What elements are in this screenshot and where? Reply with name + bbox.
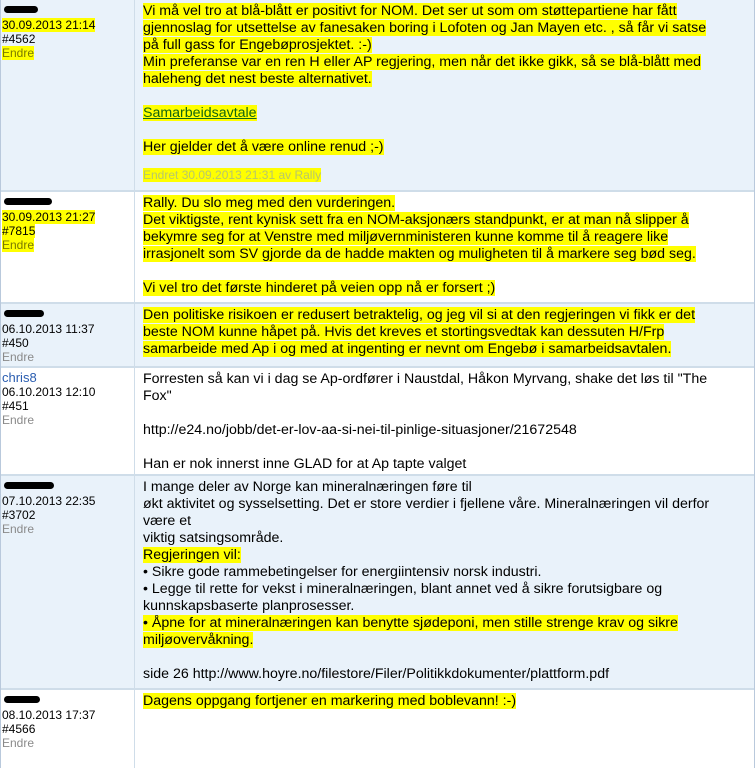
post-timestamp: 08.10.2013 17:37 (2, 708, 96, 722)
post-body (135, 0, 754, 190)
post-id: #450 (2, 336, 29, 350)
post-text-line: beste NOM kunne håpet på. Hvis det kreves et stortingsvedtak kan dessuten H/Frp (143, 324, 665, 340)
post-text-line: samarbeide med Ap i og med at ingenting er nevnt om Engebø i samarbeidsavtalen. (143, 341, 672, 357)
post-id: #4562 (2, 32, 36, 46)
post-heading: Regjeringen vil: (143, 547, 241, 563)
bullet-line-highlighted: miljøovervåkning. (143, 632, 254, 648)
post-id: #3702 (2, 508, 36, 522)
post-url[interactable]: http://e24.no/jobb/det-er-lov-aa-si-nei-til-pinlige-situasjoner/21672548 (143, 422, 577, 438)
post-body (135, 304, 754, 366)
post-id: #7815 (2, 224, 36, 238)
username-redacted (4, 198, 52, 205)
post-text-line: Vi må vel tro at blå-blått er positivt for NOM. Det ser ut som om støttepartiene har fått (143, 3, 677, 19)
post-timestamp: 30.09.2013 21:27 (2, 210, 96, 224)
post-timestamp: 06.10.2013 11:37 (2, 322, 95, 336)
bullet-line-highlighted: • Åpne for at mineralnæringen kan benytte sjødeponi, men stille strenge krav og sikre (143, 615, 678, 631)
post-body (135, 690, 754, 768)
edited-note: Endret 30.09.2013 21:31 av Rally (143, 168, 322, 182)
post (1, 476, 754, 690)
post (1, 0, 754, 192)
post-text-line: Vi vel tro det første hinderet på veien opp nå er forsert ;) (143, 280, 496, 296)
post-id: #451 (2, 399, 29, 413)
post-text-line: bekymre seg for at Venstre med miljøvernministeren kunne komme til å reagere like (143, 229, 669, 245)
post (1, 690, 754, 768)
edit-link[interactable]: Endre (2, 350, 35, 364)
post-id: #4566 (2, 722, 36, 736)
post-meta (1, 368, 135, 474)
post-text-line: Det viktigste, rent kynisk sett fra en NOM-aksjonærs standpunkt, er at man nå slipper å (143, 212, 689, 228)
post-meta (1, 0, 135, 190)
post (1, 368, 754, 476)
post-text-line: I mange deler av Norge kan mineralnæringen føre til (143, 479, 472, 495)
username-redacted (4, 482, 54, 489)
post-text-line: Her gjelder det å være online renud ;-) (143, 139, 384, 155)
post-timestamp: 30.09.2013 21:14 (2, 18, 96, 32)
post-text-line: irrasjonelt som SV gjorde da de hadde makten og muligheten til å markere seg bød seg. (143, 246, 696, 262)
post-text-line: være et (143, 513, 192, 529)
post-text-line: Rally. Du slo meg med den vurderingen. (143, 195, 396, 211)
username-redacted (4, 310, 44, 317)
post (1, 192, 754, 304)
edit-link[interactable]: Endre (2, 736, 35, 750)
edit-link[interactable]: Endre (2, 238, 35, 252)
post-body (135, 476, 754, 688)
post-text-line: Fox" (143, 388, 172, 404)
post-timestamp: 07.10.2013 22:35 (2, 494, 96, 508)
post-text-line: Den politiske risikoen er redusert betraktelig, og jeg vil si at den regjeringen vi fikk er det (143, 307, 696, 323)
bullet-line: • Sikre gode rammebetingelser for energiintensiv norsk industri. (143, 564, 542, 580)
post-body (135, 192, 754, 302)
post-text-line: økt aktivitet og sysselsetting. Det er store verdier i fjellene våre. Mineralnæringen vil derfor (143, 496, 710, 512)
source-url[interactable]: side 26 http://www.hoyre.no/filestore/Filer/Politikkdokumenter/plattform.pdf (143, 666, 610, 682)
bullet-line: • Legge til rette for vekst i mineralnæringen, blant annet ved å sikre forutsigbare og (143, 581, 663, 597)
post-text-line: Han er nok innerst inne GLAD for at Ap tapte valget (143, 456, 467, 472)
post-timestamp: 06.10.2013 12:10 (2, 385, 96, 399)
post-meta (1, 192, 135, 302)
post-text-line: Forresten så kan vi i dag se Ap-ordfører i Naustdal, Håkon Myrvang, shake det løs til "The (143, 371, 708, 387)
post-text-line: Min preferanse var en ren H eller AP regjering, men når det ikke gikk, så se blå-blått med (143, 54, 702, 70)
post-text-line: gjennoslag for utsettelse av fanesaken boring i Lofoten og Jan Mayen etc. , så får vi satse (143, 20, 707, 36)
post-body (135, 368, 754, 474)
bullet-line: kunnskapsbaserte planprosesser. (143, 598, 355, 614)
post-text-line: haleheng det nest beste alternativet. (143, 71, 372, 87)
post-text-line: Dagens oppgang fortjener en markering med boblevann! :-) (143, 693, 517, 709)
post-meta (1, 476, 135, 688)
edit-link[interactable]: Endre (2, 413, 35, 427)
username-redacted (4, 6, 38, 13)
edit-link[interactable]: Endre (2, 46, 35, 60)
samarbeidsavtale-link[interactable]: Samarbeidsavtale (143, 105, 257, 121)
edit-link[interactable]: Endre (2, 522, 35, 536)
username-link[interactable]: chris8 (2, 370, 37, 385)
post (1, 304, 754, 368)
username-redacted (4, 696, 40, 703)
post-meta (1, 304, 135, 366)
post-text-line: viktig satsingsområde. (143, 530, 284, 546)
post-meta (1, 690, 135, 768)
post-text-line: på full gass for Engebøprosjektet. :-) (143, 37, 372, 53)
